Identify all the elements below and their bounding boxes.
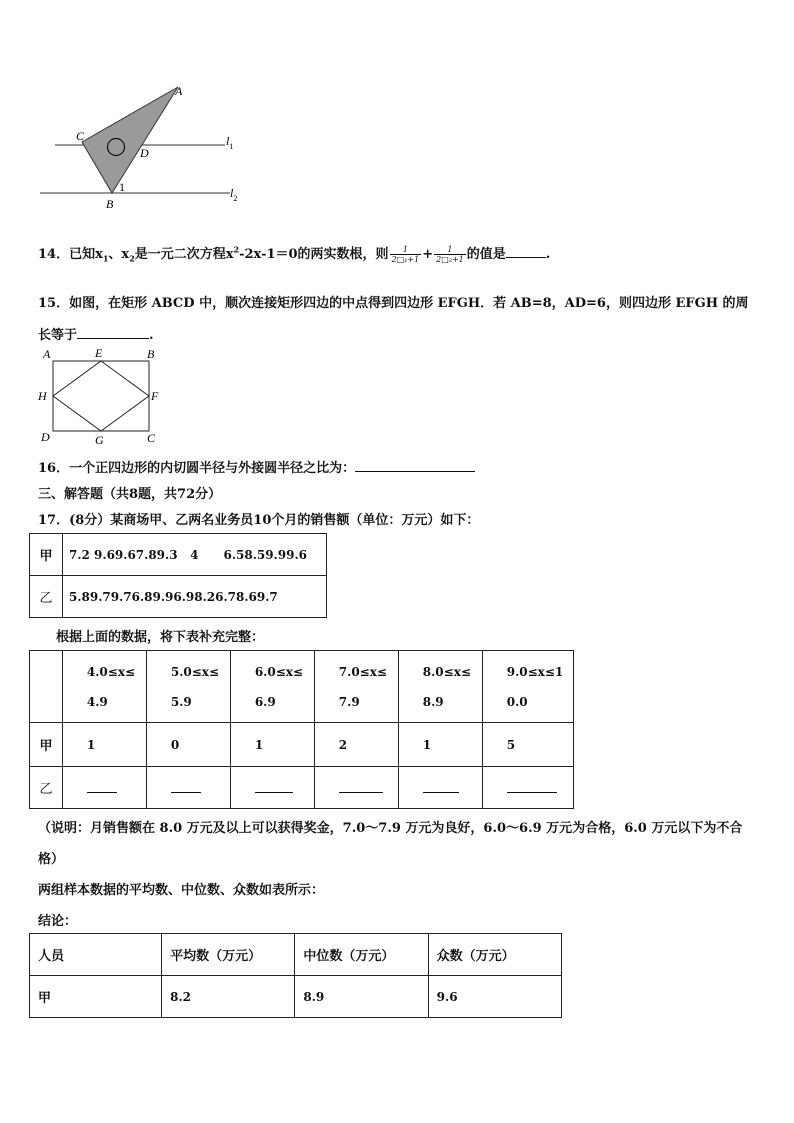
- statistics-table: [29, 933, 562, 1018]
- label-B: B: [106, 197, 114, 211]
- fraction-2: $\frac{1}{\text{2□₂+1}}$: [436, 245, 464, 264]
- blank-cell: [482, 767, 573, 809]
- label-D: D: [140, 146, 149, 160]
- range-header: 8.0≤x≤ 8.9: [398, 651, 482, 723]
- question-15-line1: 15．如图，在矩形 ABCD 中，顺次连接矩形四边的中点得到四边形 EFGH．若 AB=8，AD=6，则四边形 EFGH 的周: [38, 296, 749, 311]
- fraction-1: $\frac{1}{\text{2□₁+1}}$: [391, 245, 420, 264]
- table-row: [30, 976, 562, 1018]
- blank-cell: [146, 767, 230, 809]
- question-15-line2: 长等于 .: [38, 328, 154, 343]
- answer-blank: [339, 780, 383, 793]
- range-header: 6.0≤x≤ 6.9: [230, 651, 314, 723]
- table-row: [30, 534, 327, 576]
- geometry-figure-parallel-lines-triangle: [30, 78, 260, 218]
- row-label: 甲: [30, 534, 63, 576]
- row-label: 甲: [30, 723, 63, 767]
- count-cell: 1: [230, 723, 314, 767]
- rectangle-abcd: [53, 361, 149, 431]
- rectangle-figure-efgh: [36, 344, 166, 448]
- row-values: 7.2 9.69.67.89.3 4 6.58.59.99.6: [63, 534, 327, 576]
- shaded-triangle: [82, 87, 178, 193]
- table-header-row: [30, 651, 574, 723]
- label-H: H: [38, 389, 47, 403]
- conclusion-label: 结论：: [38, 914, 78, 929]
- answer-blank: [171, 780, 201, 793]
- label-B: B: [147, 347, 155, 361]
- answer-blank: [77, 326, 149, 339]
- label-C: C: [76, 129, 85, 143]
- label-l1: $l_1$: [226, 134, 234, 151]
- row-label: 乙: [30, 767, 63, 809]
- frequency-table: [29, 650, 574, 809]
- header-person: 人员: [30, 934, 162, 976]
- table-header-row: [30, 934, 562, 976]
- label-1: 1: [119, 180, 125, 194]
- label-l2: $l_2$: [230, 186, 238, 203]
- answer-blank: [507, 780, 557, 793]
- section-heading: 三、解答题（共8题，共72分）: [38, 487, 222, 502]
- blank-cell: [398, 767, 482, 809]
- range-header: 9.0≤x≤1 0.0: [482, 651, 573, 723]
- stats-intro: 两组样本数据的平均数、中位数、众数如表所示：: [38, 883, 325, 898]
- answer-blank: [87, 780, 117, 793]
- question-17-intro: 17．(8分）某商场甲、乙两名业务员10个月的销售额（单位：万元）如下：: [38, 513, 480, 528]
- row-label: 甲: [30, 976, 162, 1018]
- table-row: [30, 723, 574, 767]
- answer-blank: [506, 245, 546, 258]
- row-label: 乙: [30, 576, 63, 618]
- count-cell: 5: [482, 723, 573, 767]
- blank-cell: [62, 767, 146, 809]
- answer-blank: [423, 780, 459, 793]
- label-A: A: [43, 347, 51, 361]
- count-cell: 0: [146, 723, 230, 767]
- row-values: 5.89.79.76.89.96.98.26.78.69.7: [63, 576, 327, 618]
- question-14: 14．已知$x_1$、$x_2$是一元二次方程$x^2-2x-1=0$的两实数根，则 $\frac{1}{\text{2□₁+1}}$ + $\frac{1}{\text{2□₂+1}}$ 的值是 .: [38, 244, 551, 264]
- range-header: 4.0≤x≤ 4.9: [62, 651, 146, 723]
- blank-cell: [230, 767, 314, 809]
- blank-cell: [314, 767, 398, 809]
- question-16: 16．一个正四边形的内切圆半径与外接圆半径之比为：: [38, 457, 475, 476]
- header-mode: 众数（万元）: [428, 934, 561, 976]
- note-line1: （说明：月销售额在 8.0 万元及以上可以获得奖金，7.0～7.9 万元为良好，6.0～6.9 万元为合格，6.0 万元以下为不合: [38, 821, 743, 836]
- mode-cell: 9.6: [428, 976, 561, 1018]
- count-cell: 2: [314, 723, 398, 767]
- label-E: E: [95, 346, 103, 360]
- header-median: 中位数（万元）: [295, 934, 428, 976]
- count-cell: 1: [62, 723, 146, 767]
- table-row: [30, 576, 327, 618]
- label-A: A: [175, 84, 183, 98]
- range-header: 5.0≤x≤ 5.9: [146, 651, 230, 723]
- median-cell: 8.9: [295, 976, 428, 1018]
- empty-header-cell: [30, 651, 63, 723]
- label-D: D: [41, 430, 50, 444]
- header-mean: 平均数（万元）: [162, 934, 295, 976]
- count-cell: 1: [398, 723, 482, 767]
- label-G: G: [95, 433, 104, 447]
- label-F: F: [151, 389, 159, 403]
- note-line2: 格）: [38, 852, 65, 867]
- quadrilateral-efgh: [53, 361, 149, 431]
- mean-cell: 8.2: [162, 976, 295, 1018]
- range-header: 7.0≤x≤ 7.9: [314, 651, 398, 723]
- table-row: [30, 767, 574, 809]
- sales-data-table: [29, 533, 327, 618]
- answer-blank: [355, 459, 475, 472]
- label-C: C: [147, 431, 156, 445]
- answer-blank: [255, 780, 293, 793]
- instruction: 根据上面的数据，将下表补充完整：: [56, 630, 265, 645]
